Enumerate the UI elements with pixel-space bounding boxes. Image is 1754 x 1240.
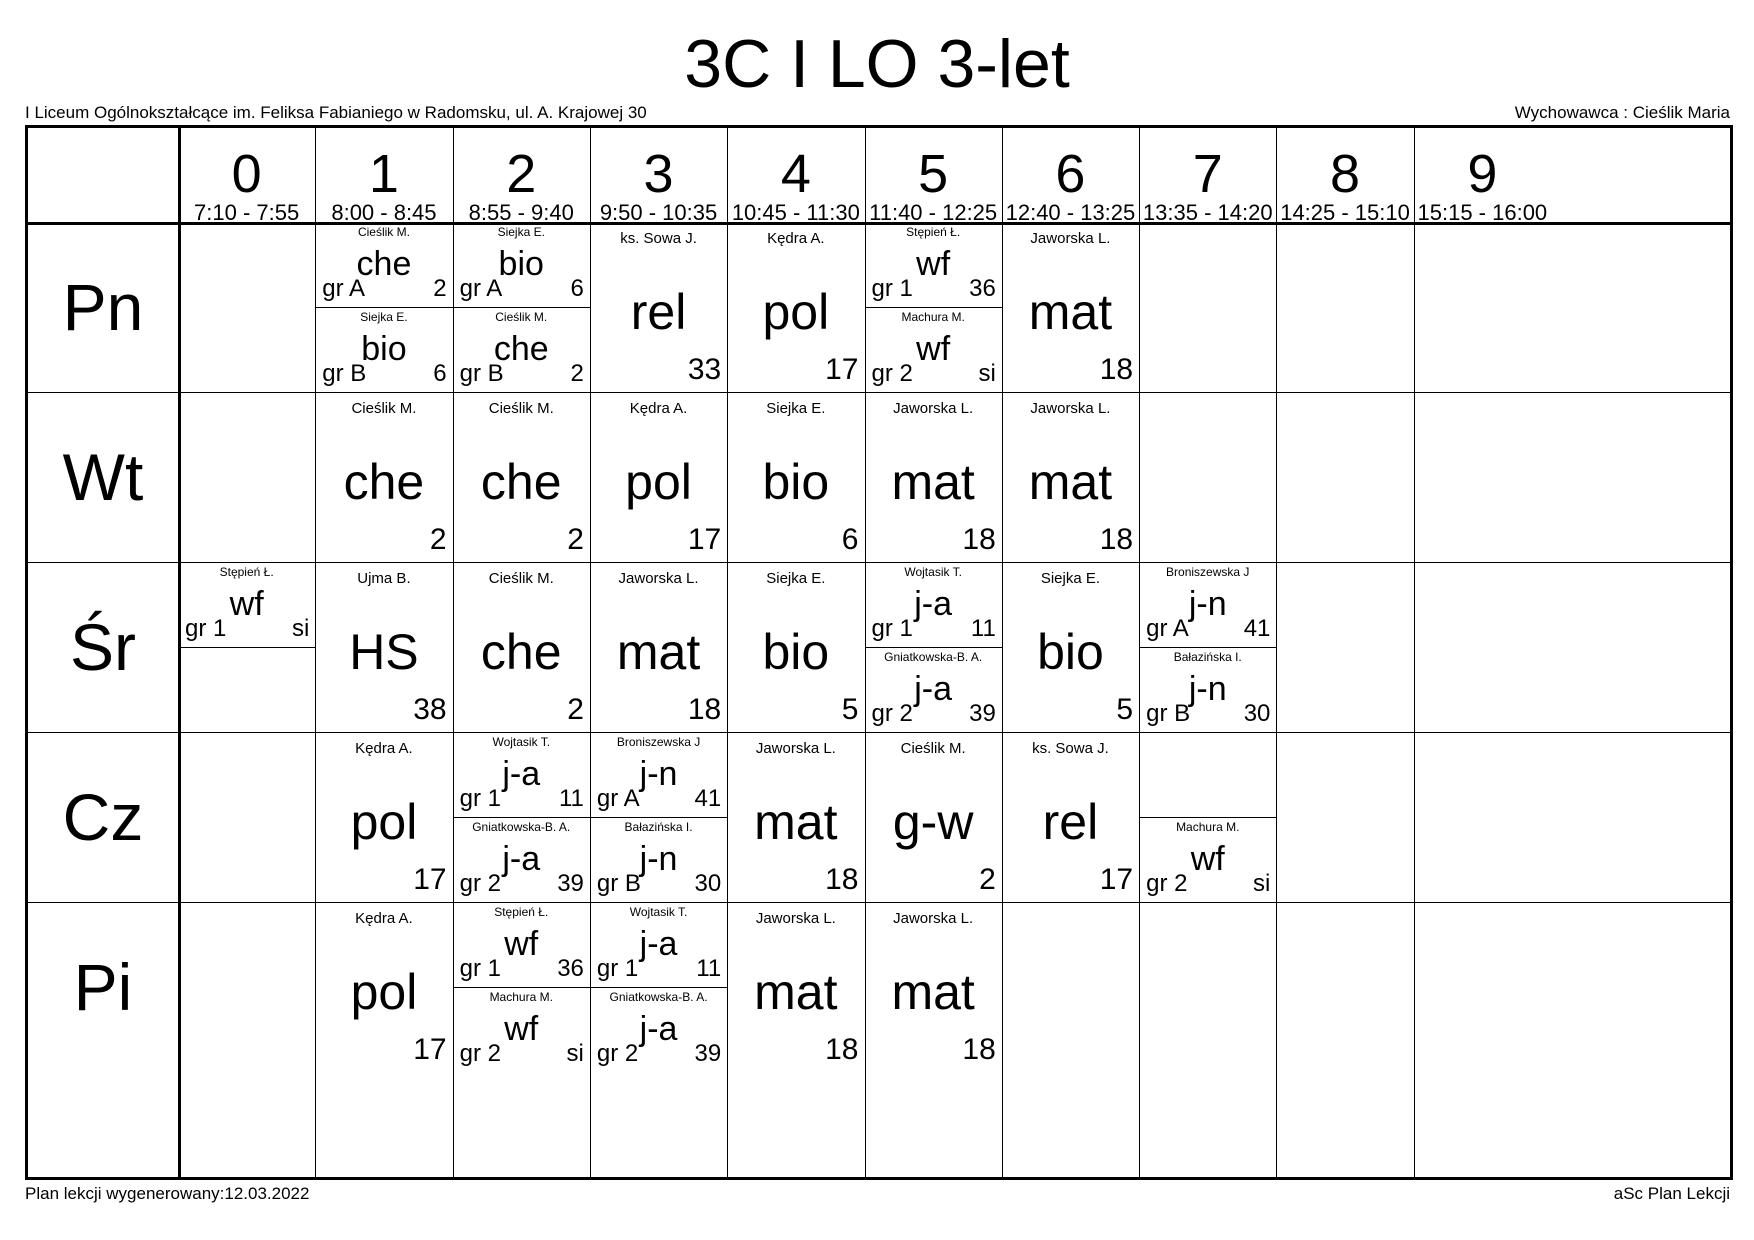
lesson-cell — [727, 392, 864, 562]
subject-name: bio — [762, 454, 830, 510]
subject-name: bio — [1037, 624, 1104, 680]
room-number: 18 — [825, 1033, 859, 1066]
group-lesson — [590, 817, 727, 902]
lesson-cell — [727, 732, 864, 902]
group-label: gr 2 — [459, 1040, 501, 1067]
lesson-cell — [315, 732, 452, 902]
group-label: gr 1 — [596, 955, 639, 982]
subject-name: che — [480, 624, 562, 680]
teacher-name: ks. Sowa J. — [620, 230, 697, 247]
group-label: gr B — [322, 360, 367, 387]
room-number: 2 — [979, 863, 996, 896]
lesson-cell — [865, 222, 1002, 392]
lesson-cell — [590, 222, 727, 392]
room-number: 6 — [570, 275, 584, 302]
lesson-cell — [1002, 732, 1139, 902]
lesson-cell — [590, 732, 727, 902]
teacher-name: Bałazińska I. — [624, 820, 693, 834]
subject-name: pol — [625, 454, 692, 510]
lesson-cell — [727, 222, 864, 392]
school-name: I Liceum Ogólnokształcące im. Feliksa Fabianiego w Radomsku, ul. A. Krajowej 30 — [25, 103, 647, 122]
room-number: si — [291, 615, 310, 642]
group-lesson — [1139, 647, 1276, 732]
subject-name: che — [343, 454, 425, 510]
subject-name: wf — [504, 1010, 539, 1048]
room-number: 17 — [1099, 863, 1134, 896]
subject-name: wf — [916, 330, 951, 368]
lesson-cell — [315, 392, 452, 562]
room-number: 41 — [1243, 615, 1271, 642]
subject-name: mat — [754, 964, 838, 1020]
period-header — [1002, 128, 1139, 225]
room-number: 2 — [433, 275, 447, 302]
room-number: 2 — [570, 360, 584, 387]
lesson-cell — [1002, 392, 1139, 562]
room-number: 36 — [557, 955, 584, 982]
period-time: 8:55 - 9:40 — [468, 200, 574, 225]
period-number: 6 — [1055, 144, 1086, 204]
period-number: 3 — [643, 144, 674, 204]
group-label: gr 2 — [459, 870, 501, 897]
group-lesson — [590, 987, 727, 1072]
room-number: 39 — [694, 1040, 722, 1067]
period-number: 7 — [1192, 144, 1223, 204]
group-lesson — [453, 222, 590, 307]
lesson-cell — [1002, 222, 1139, 392]
room-number: 36 — [969, 275, 996, 302]
room-number: 2 — [567, 523, 584, 556]
teacher-name: Siejka E. — [766, 400, 826, 417]
subject-name: mat — [754, 794, 838, 850]
room-number: si — [1253, 870, 1271, 897]
group-label: gr A — [596, 785, 640, 812]
period-header — [1414, 128, 1551, 225]
room-number: 17 — [413, 1033, 447, 1066]
teacher-name: Jaworska L. — [755, 740, 836, 757]
teacher-name: Stępień Ł. — [906, 225, 961, 239]
group-lesson — [1139, 817, 1276, 902]
teacher-name: Siejka E. — [360, 310, 408, 324]
teacher-name: Machura M. — [1176, 820, 1240, 834]
class-tutor: Wychowawca : Cieślik Maria — [1514, 103, 1730, 122]
period-header — [1276, 128, 1413, 225]
room-number: 18 — [825, 863, 859, 896]
period-header — [178, 128, 315, 225]
subject-name: j-a — [914, 585, 953, 623]
room-number: 39 — [969, 700, 996, 727]
period-header — [590, 128, 727, 225]
room-number: 30 — [694, 870, 722, 897]
teacher-name: Jaworska L. — [1030, 230, 1111, 247]
day-label: Pi — [73, 950, 133, 1024]
room-number: 2 — [567, 693, 584, 726]
room-number: si — [978, 360, 996, 387]
subject-name: j-a — [639, 925, 678, 963]
room-number: 5 — [841, 693, 859, 726]
teacher-name: Machura M. — [489, 990, 553, 1004]
group-lesson — [453, 987, 590, 1072]
subject-name: mat — [1028, 284, 1113, 340]
teacher-name: Jaworska L. — [1030, 400, 1111, 417]
group-label: gr 2 — [1146, 870, 1188, 897]
day-label: Pn — [62, 270, 144, 344]
lesson-cell — [453, 222, 590, 392]
room-number: 6 — [433, 360, 447, 387]
teacher-name: Siejka E. — [497, 225, 545, 239]
subject-name: j-a — [914, 670, 953, 708]
day-label: Wt — [62, 440, 144, 514]
subject-name: j-n — [1188, 585, 1227, 623]
teacher-name: Cieślik M. — [351, 400, 417, 417]
subject-name: bio — [498, 245, 544, 283]
lesson-cell — [1139, 732, 1276, 902]
teacher-name: Kędra A. — [767, 230, 825, 247]
group-lesson — [590, 732, 727, 817]
room-number: 18 — [962, 1033, 996, 1066]
teacher-name: Jaworska L. — [755, 910, 836, 927]
teacher-name: ks. Sowa J. — [1032, 740, 1109, 757]
subject-name: wf — [504, 925, 539, 963]
lesson-cell — [590, 902, 727, 1072]
room-number: 30 — [1243, 700, 1271, 727]
group-separator — [1139, 817, 1276, 818]
lesson-cell — [590, 562, 727, 732]
group-label: gr 2 — [596, 1040, 639, 1067]
group-label: gr 2 — [871, 360, 913, 387]
subject-name: bio — [361, 330, 407, 368]
subject-name: pol — [762, 284, 830, 340]
period-header — [865, 128, 1002, 225]
group-lesson — [590, 902, 727, 987]
period-header — [453, 128, 590, 225]
group-lesson — [453, 902, 590, 987]
group-lesson — [865, 647, 1002, 732]
teacher-name: Wojtasik T. — [492, 735, 551, 749]
period-header — [727, 128, 864, 225]
subject-name: mat — [616, 624, 701, 680]
subject-name: mat — [891, 964, 975, 1020]
group-label: gr 1 — [871, 275, 913, 302]
subject-name: che — [356, 245, 412, 283]
room-number: 38 — [413, 693, 447, 726]
period-time: 9:50 - 10:35 — [599, 200, 718, 225]
room-number: 6 — [841, 523, 859, 556]
lesson-cell — [865, 392, 1002, 562]
lesson-cell — [727, 902, 864, 1072]
room-number: 18 — [1099, 353, 1134, 386]
timetable-grid — [25, 125, 1733, 1180]
period-number: 0 — [231, 144, 262, 204]
room-number: 17 — [825, 353, 859, 386]
room-number: 11 — [696, 955, 722, 982]
lesson-cell — [315, 222, 452, 392]
room-number: 18 — [962, 523, 996, 556]
grid-vline — [1414, 128, 1415, 1177]
period-header — [315, 128, 452, 225]
period-time: 11:40 - 12:25 — [869, 200, 998, 225]
subject-name: wf — [229, 585, 264, 623]
lesson-cell — [315, 562, 452, 732]
lesson-cell — [590, 392, 727, 562]
teacher-name: Gniatkowska-B. A. — [472, 820, 571, 834]
subject-name: wf — [916, 245, 951, 283]
teacher-name: Jaworska L. — [893, 400, 974, 417]
group-lesson — [453, 732, 590, 817]
group-lesson — [1139, 562, 1276, 647]
subject-name: j-a — [502, 755, 541, 793]
teacher-name: Stępień Ł. — [494, 905, 549, 919]
lesson-cell — [865, 562, 1002, 732]
period-number: 5 — [918, 144, 949, 204]
subject-name: bio — [762, 624, 830, 680]
lesson-cell — [178, 562, 315, 732]
teacher-name: Siejka E. — [1040, 570, 1101, 587]
group-separator — [178, 647, 315, 648]
teacher-name: Machura M. — [901, 310, 965, 324]
teacher-name: Wojtasik T. — [904, 565, 962, 579]
teacher-name: Kędra A. — [355, 910, 413, 927]
subject-name: mat — [1028, 454, 1113, 510]
teacher-name: Gniatkowska-B. A. — [884, 650, 983, 664]
period-time: 12:40 - 13:25 — [1005, 200, 1136, 225]
teacher-name: Cieślik M. — [495, 310, 548, 324]
period-number: 4 — [780, 144, 811, 204]
subject-name: wf — [1190, 840, 1225, 878]
room-number: 11 — [970, 615, 996, 642]
period-time: 8:00 - 8:45 — [331, 200, 437, 225]
teacher-name: Bałazińska I. — [1173, 650, 1242, 664]
room-number: 2 — [429, 523, 447, 556]
group-lesson — [453, 307, 590, 392]
subject-name: che — [480, 454, 562, 510]
lesson-cell — [1139, 562, 1276, 732]
group-lesson — [315, 222, 452, 307]
subject-name: pol — [350, 794, 418, 850]
subject-name: HS — [349, 624, 419, 680]
subject-name: j-n — [639, 840, 678, 878]
subject-name: j-a — [639, 1010, 678, 1048]
group-lesson — [865, 307, 1002, 392]
room-number: 17 — [687, 523, 722, 556]
page-title: 3C I LO 3-let — [684, 26, 1070, 102]
period-time: 13:35 - 14:20 — [1142, 200, 1273, 225]
teacher-name: Siejka E. — [766, 570, 826, 587]
group-label: gr 1 — [459, 785, 501, 812]
room-number: 18 — [1099, 523, 1134, 556]
group-label: gr 1 — [459, 955, 501, 982]
subject-name: j-a — [502, 840, 541, 878]
lesson-cell — [865, 732, 1002, 902]
teacher-name: Jaworska L. — [893, 910, 974, 927]
period-number: 1 — [368, 144, 399, 204]
period-time: 7:10 - 7:55 — [194, 200, 300, 225]
teacher-name: Gniatkowska-B. A. — [609, 990, 708, 1004]
period-time: 15:15 - 16:00 — [1417, 200, 1548, 225]
group-lesson — [178, 562, 315, 647]
lesson-cell — [727, 562, 864, 732]
lesson-cell — [1002, 562, 1139, 732]
teacher-name: Cieślik M. — [357, 225, 410, 239]
room-number: si — [566, 1040, 584, 1067]
group-label: gr 1 — [185, 615, 227, 642]
group-lesson — [315, 307, 452, 392]
room-number: 41 — [694, 785, 722, 812]
teacher-name: Kędra A. — [629, 400, 688, 417]
room-number: 17 — [413, 863, 447, 896]
subject-name: mat — [891, 454, 975, 510]
room-number: 39 — [557, 870, 584, 897]
room-number: 11 — [558, 785, 584, 812]
period-number: 9 — [1467, 144, 1498, 204]
teacher-name: Broniszewska J — [1166, 565, 1250, 579]
group-lesson — [453, 817, 590, 902]
teacher-name: Cieślik M. — [488, 570, 554, 587]
teacher-name: Kędra A. — [355, 740, 413, 757]
teacher-name: Stępień Ł. — [219, 565, 274, 579]
teacher-name: Cieślik M. — [488, 400, 554, 417]
subject-name: che — [493, 330, 549, 368]
subject-name: j-n — [639, 755, 678, 793]
period-header — [1139, 128, 1276, 225]
period-number: 2 — [506, 144, 537, 204]
group-label: gr B — [596, 870, 641, 897]
lesson-cell — [315, 902, 452, 1072]
period-time: 10:45 - 11:30 — [731, 200, 860, 225]
group-label: gr 2 — [871, 700, 913, 727]
lesson-cell — [865, 902, 1002, 1072]
group-label: gr 1 — [871, 615, 913, 642]
group-lesson — [865, 222, 1002, 307]
period-number: 8 — [1330, 144, 1361, 204]
group-label: gr A — [322, 275, 365, 302]
group-label: gr A — [459, 275, 503, 302]
teacher-name: Wojtasik T. — [629, 905, 688, 919]
teacher-name: Broniszewska J — [616, 735, 701, 749]
subject-name: rel — [1042, 794, 1099, 850]
room-number: 5 — [1116, 693, 1134, 726]
group-label: gr B — [459, 360, 504, 387]
lesson-cell — [453, 732, 590, 902]
subject-name: g-w — [892, 794, 974, 850]
generated-date: Plan lekcji wygenerowany:12.03.2022 — [25, 1184, 310, 1203]
lesson-cell — [453, 562, 590, 732]
lesson-cell — [453, 902, 590, 1072]
subject-name: rel — [630, 284, 687, 340]
subject-name: pol — [350, 964, 418, 1020]
teacher-name: Cieślik M. — [900, 740, 966, 757]
room-number: 33 — [687, 353, 722, 386]
day-label: Śr — [70, 610, 136, 684]
room-number: 18 — [687, 693, 722, 726]
group-lesson — [865, 562, 1002, 647]
lesson-cell — [453, 392, 590, 562]
grid-vline — [1276, 128, 1277, 1177]
day-label: Cz — [62, 780, 144, 854]
software-credit: aSc Plan Lekcji — [1613, 1184, 1730, 1203]
group-label: gr B — [1146, 700, 1191, 727]
group-label: gr A — [1146, 615, 1189, 642]
subject-name: j-n — [1188, 670, 1227, 708]
teacher-name: Jaworska L. — [618, 570, 699, 587]
teacher-name: Ujma B. — [357, 570, 411, 587]
period-time: 14:25 - 15:10 — [1280, 200, 1410, 225]
